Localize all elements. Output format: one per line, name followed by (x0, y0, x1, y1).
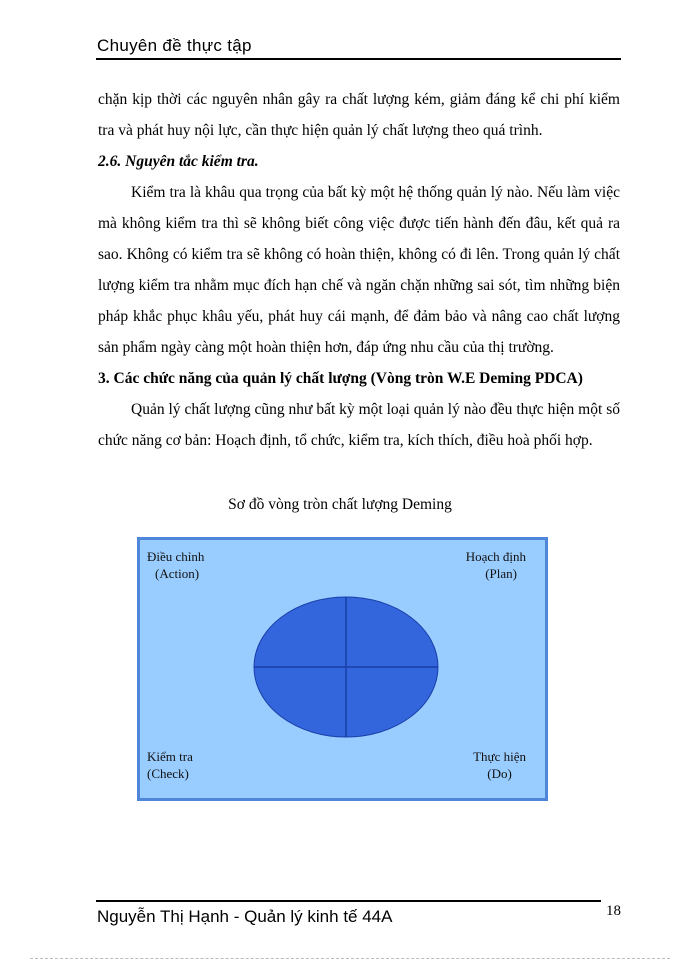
plan-text: Hoạch định (465, 549, 526, 564)
check-label (147, 748, 193, 782)
deming-diagram (137, 537, 548, 801)
pdca-circle (253, 596, 439, 738)
check-sub: (Check) (147, 766, 189, 781)
action-sub: (Action) (155, 566, 200, 581)
do-label (473, 748, 526, 782)
footer-rule (96, 900, 601, 902)
header-rule (96, 58, 621, 60)
do-text: Thực hiện (473, 749, 526, 764)
header-title: Chuyên đề thực tập (97, 36, 252, 55)
section-heading-2-6: 2.6. Nguyên tắc kiểm tra. (98, 153, 259, 170)
diagram-caption: Sơ đồ vòng tròn chất lượng Deming (228, 496, 452, 513)
paragraph-2: Kiểm tra là khâu qua trọng của bất kỳ một hệ thống quản lý nào. Nếu làm việc mà không kiểm tra thì sẽ không biết công việc được tiến hành đến đâu, kết quả ra sao. Không có kiểm tra sẽ không có hoàn thiện, không có đi lên. Trong quản lý chất lượng kiểm tra nhằm mục đích hạn chế và ngăn chặn những sai sót, tìm những biện pháp khắc phục khâu yếu, phát huy cái mạnh, để đảm bảo và nâng cao chất lượng sản phẩm ngày càng một hoàn thiện hơn, đáp ứng nhu cầu của thị trường. (98, 184, 620, 356)
paragraph-1: chặn kịp thời các nguyên nhân gây ra chất lượng kém, giảm đáng kể chi phí kiểm tra và phát huy nội lực, cần thực hiện quản lý chất lượng theo quá trình. (98, 91, 620, 139)
paragraph-3: Quản lý chất lượng cũng như bất kỳ một loại quản lý nào đều thực hiện một số chức năng cơ bản: Hoạch định, tổ chức, kiểm tra, kích thích, điều hoà phối hợp. (98, 401, 620, 449)
section-heading-3: 3. Các chức năng của quản lý chất lượng (Vòng tròn W.E Deming PDCA) (98, 370, 583, 387)
plan-sub: (Plan) (485, 566, 517, 581)
document-body (98, 84, 620, 456)
page-number: 18 (606, 903, 621, 919)
do-sub: (Do) (487, 766, 512, 781)
footer-author: Nguyễn Thị Hạnh - Quản lý kinh tế 44A (97, 907, 393, 926)
check-text: Kiểm tra (147, 749, 193, 764)
page-bottom-rule (30, 958, 670, 959)
action-label (147, 548, 204, 582)
plan-label (466, 548, 526, 582)
action-text: Điều chỉnh (147, 549, 205, 564)
